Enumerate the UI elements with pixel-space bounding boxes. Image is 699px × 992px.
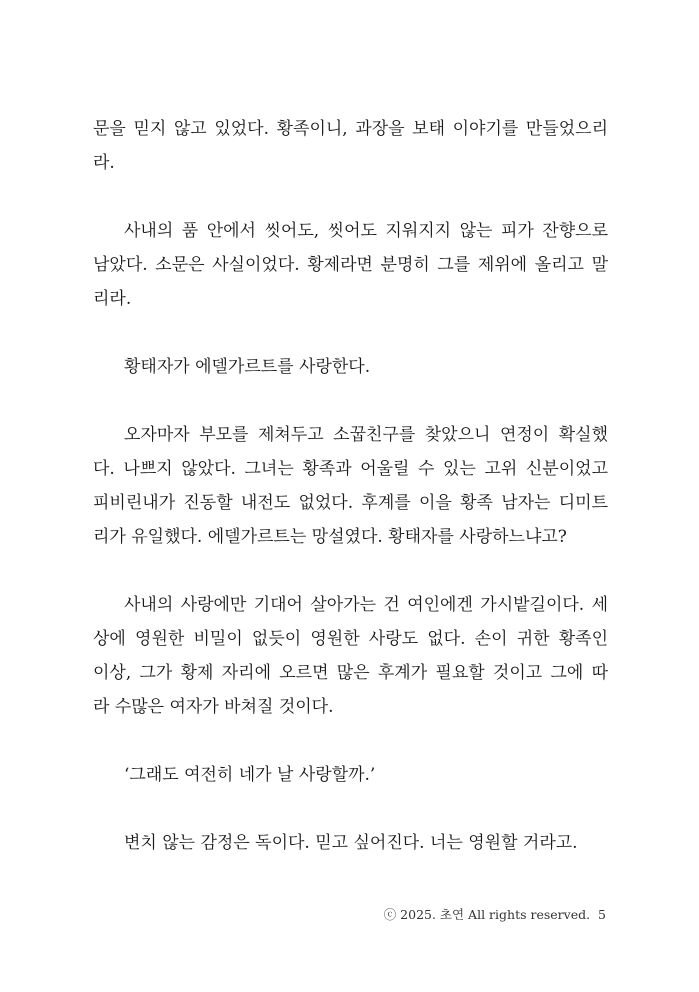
text-line: 변치 않는 감정은 독이다. 믿고 싶어진다. 너는 영원할 거라고. xyxy=(124,833,578,853)
text-line: 남았다. 소문은 사실이었다. 황제라면 분명히 그를 제위에 올리고 말 xyxy=(93,255,608,275)
text-line: 이상, 그가 황제 자리에 오르면 많은 후계가 필요할 것이고 그에 따 xyxy=(93,663,608,683)
paragraph-7 xyxy=(93,826,608,860)
paragraph-4 xyxy=(93,418,608,554)
text-line: 사내의 품 안에서 씻어도, 씻어도 지워지지 않는 피가 잔향으로 xyxy=(124,221,608,241)
paragraph-gap xyxy=(93,724,608,758)
paragraph-gap xyxy=(93,384,608,418)
page-footer xyxy=(384,905,606,923)
page-number: 5 xyxy=(598,907,606,922)
text-line: 다. 나쁘지 않았다. 그녀는 황족과 어울릴 수 있는 고위 신분이었고 xyxy=(93,459,608,479)
paragraph-1 xyxy=(93,112,608,180)
text-line: 상에 영원한 비밀이 없듯이 영원한 사랑도 없다. 손이 귀한 황족인 xyxy=(93,629,608,649)
paragraph-gap xyxy=(93,316,608,350)
paragraph-6 xyxy=(93,758,608,792)
paragraph-gap xyxy=(93,554,608,588)
text-line: 라. xyxy=(93,153,115,173)
text-line: 문을 믿지 않고 있었다. 황족이니, 과장을 보태 이야기를 만들었으리 xyxy=(93,119,608,139)
text-line: ‘그래도 여전히 네가 날 사랑할까.’ xyxy=(124,765,376,785)
text-line: 리가 유일했다. 에델가르트는 망설였다. 황태자를 사랑하느냐고? xyxy=(93,527,567,547)
paragraph-gap xyxy=(93,792,608,826)
page-body xyxy=(93,112,608,860)
paragraph-3 xyxy=(93,350,608,384)
copyright-notice: ⓒ 2025. 초연 All rights reserved. xyxy=(383,907,591,922)
text-line: 황태자가 에델가르트를 사랑한다. xyxy=(124,357,371,377)
paragraph-5 xyxy=(93,588,608,724)
text-line: 피비린내가 진동할 내전도 없었다. 후계를 이을 황족 남자는 디미트 xyxy=(93,493,608,513)
text-line: 라 수많은 여자가 바쳐질 것이다. xyxy=(93,697,334,717)
text-line: 리라. xyxy=(93,289,132,309)
text-line: 사내의 사랑에만 기대어 살아가는 건 여인에겐 가시밭길이다. 세 xyxy=(124,595,608,615)
paragraph-gap xyxy=(93,180,608,214)
paragraph-2 xyxy=(93,214,608,316)
text-line: 오자마자 부모를 제쳐두고 소꿉친구를 찾았으니 연정이 확실했 xyxy=(124,425,608,445)
